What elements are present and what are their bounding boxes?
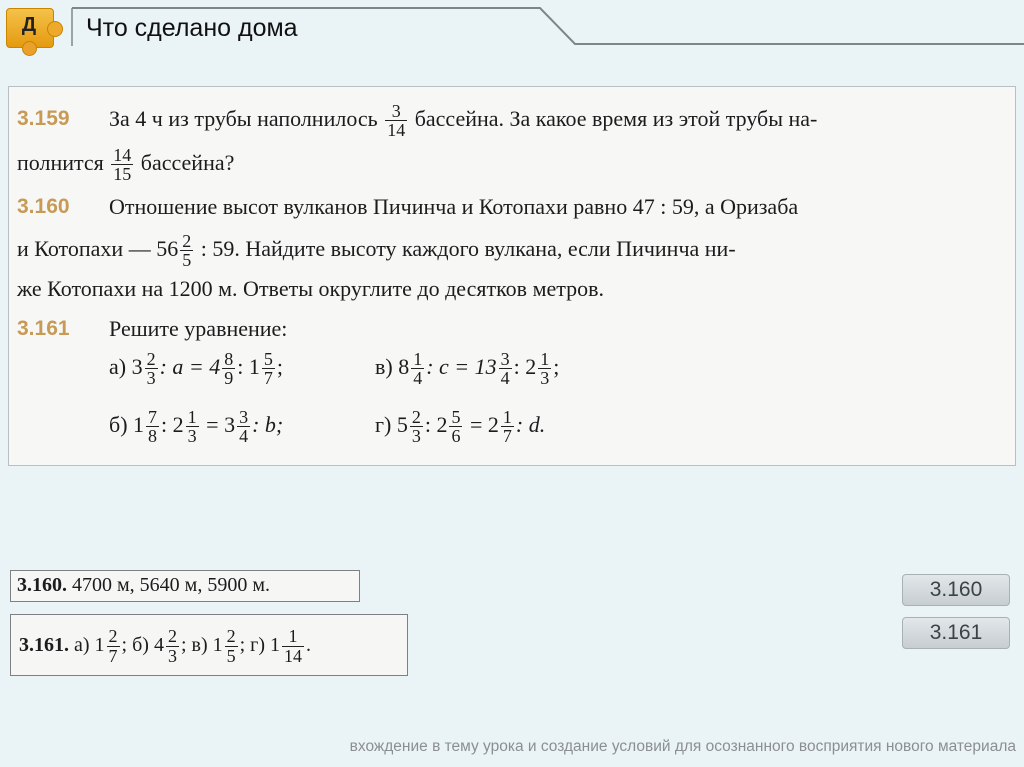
show-answer-3-161-button[interactable]: 3.161: [902, 617, 1010, 649]
answer-number: 3.160.: [17, 574, 67, 596]
homework-tasks: [8, 86, 1016, 466]
task-number: 3.161: [17, 317, 70, 340]
equation-b: б) 1 $\frac{7}{8}$ : 2 $\frac{1}{3}$ = 3 $\frac{3}{4}$ : b;: [109, 406, 284, 447]
equation-g: г) 5 $\frac{2}{3}$ : 2 $\frac{5}{6}$ = 2 $\frac{1}{7}$ : d.: [375, 406, 546, 447]
task-text: бассейна. За какое время из этой трубы на-: [414, 106, 818, 131]
fraction: $\frac{14}{15}$: [113, 144, 132, 185]
answer-3-161: 3.161. а) 1 $\frac{2}{7}$ ; б) 4 $\frac{2}{3}$ ; в) 1 $\frac{2}{5}$ ; г) 1 $\frac{1}{14}$ .: [10, 614, 408, 676]
task-number: 3.159: [17, 107, 70, 130]
task-text: : 59. Найдите высоту каждого вулкана, если Пичинча ни-: [200, 236, 736, 261]
answer-number: 3.161.: [19, 633, 69, 656]
footer-caption: вхождение в тему урока и создание условий для осознанного восприятия нового материала: [349, 738, 1016, 755]
task-text: Решите уравнение:: [109, 316, 288, 341]
show-answer-3-160-button[interactable]: 3.160: [902, 574, 1010, 606]
task-number: 3.160: [17, 195, 70, 218]
answer-3-160: [10, 570, 360, 602]
answer-text: 4700 м, 5640 м, 5900 м.: [72, 574, 270, 596]
page-title: Что сделано дома: [86, 14, 298, 42]
task-text: бассейна?: [140, 150, 235, 175]
badge-letter: Д: [21, 14, 37, 36]
equation-v: в) 8 $\frac{1}{4}$ : c = 13 $\frac{3}{4}$ : 2 $\frac{1}{3}$ ;: [375, 348, 560, 389]
task-text: Отношение высот вулканов Пичинча и Котопахи равно 47 : 59, а Оризаба: [109, 194, 799, 219]
fraction: $\frac{3}{14}$: [387, 100, 406, 141]
task-text: и Котопахи — 56: [17, 236, 179, 261]
task-text: полнится: [17, 150, 104, 175]
equation-a: а) 3 $\frac{2}{3}$ : a = 4 $\frac{8}{9}$ : 1 $\frac{5}{7}$ ;: [109, 348, 284, 389]
fraction: $\frac{2}{5}$: [182, 230, 192, 271]
task-text: За 4 ч из трубы наполнилось: [109, 106, 378, 131]
task-text: же Котопахи на 1200 м. Ответы округлите до десятков метров.: [17, 276, 605, 301]
task-3-161: [17, 309, 1007, 459]
